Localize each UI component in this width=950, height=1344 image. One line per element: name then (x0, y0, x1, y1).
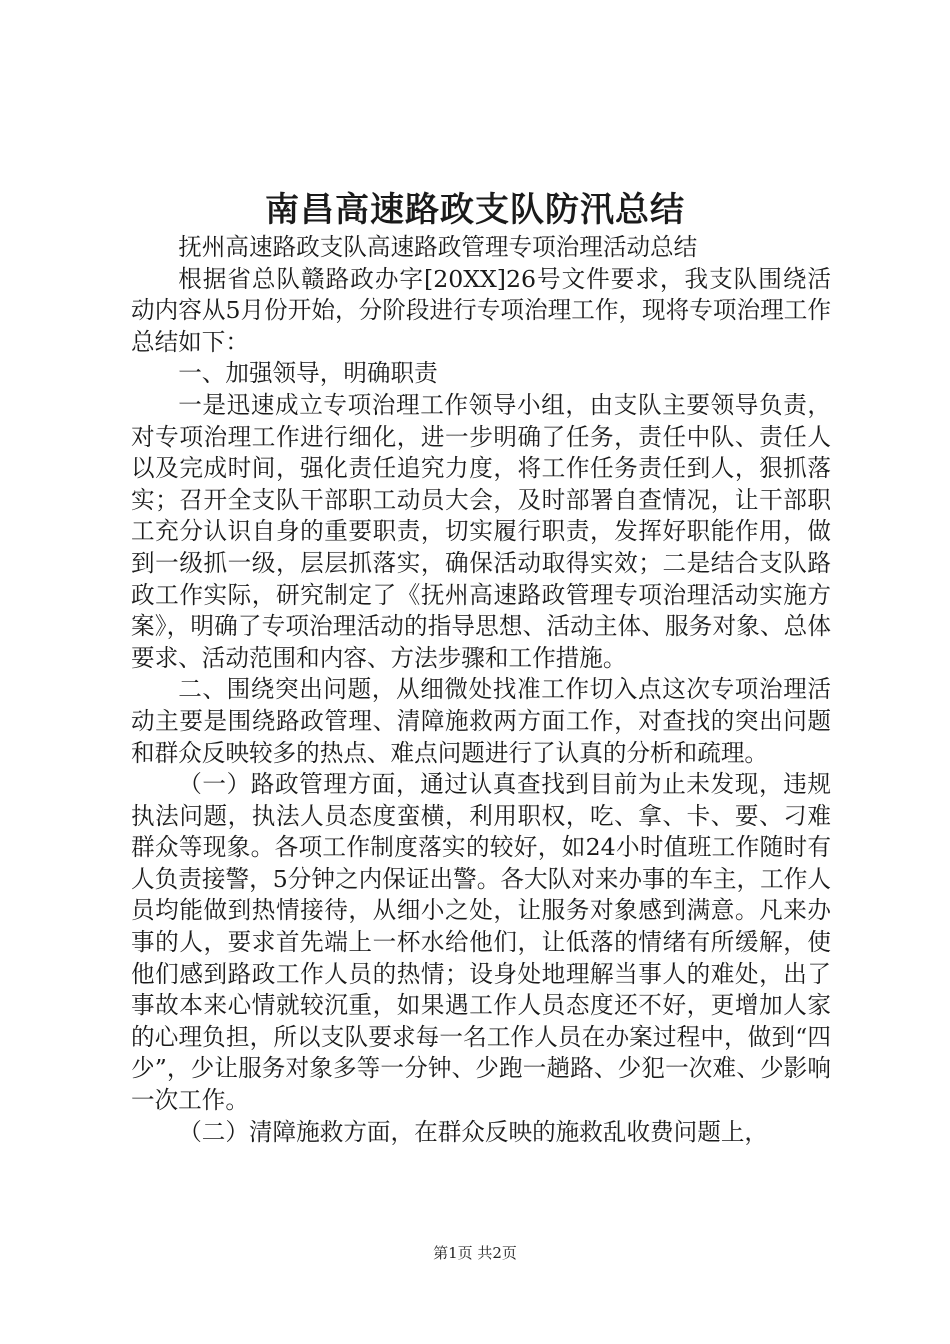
document-title: 南昌高速路政支队防汛总结 (265, 190, 685, 230)
body-paragraph: （一）路政管理方面，通过认真查找到目前为止未发现，违规执法问题，执法人员态度蛮横，利用职权，吃、拿、卡、要、刁难群众等现象。各项工作制度落实的较好，如24小时值班工作随时有人负责接警，5分钟之内保证出警。各大队对来办事的车主，工作人员均能做到热情接待，从细小之处，让服务对象感到满意。凡来办事的人，要求首先端上一杯水给他们，让低落的情绪有所缓解，使他们感到路政工作人员的热情；设身处地理解当事人的难处，出了事故本来心情就较沉重，如果遇工作人员态度还不好，更增加人家的心理负担，所以支队要求每一名工作人员在办案过程中，做到“四少”，少让服务对象多等一分钟、少跑一趟路、少犯一次难、少影响一次工作。 (131, 770, 831, 1115)
section-heading-2: 二、围绕突出问题，从细微处找准工作切入点这次专项治理活动主要是围绕路政管理、清障施救两方面工作，对查找的突出问题和群众反映较多的热点、难点问题进行了认真的分析和疏理。 (131, 675, 831, 767)
body-paragraph: （二）清障施救方面，在群众反映的施救乱收费问题上， (178, 1117, 769, 1146)
intro-paragraph: 根据省总队赣路政办字[20XX]26号文件要求，我支队围绕活动内容从5月份开始，分阶段进行专项治理工作，现将专项治理工作总结如下： (131, 264, 831, 356)
page-footer: 第1页 共2页 (433, 1244, 517, 1262)
body-paragraph: 一是迅速成立专项治理工作领导小组，由支队主要领导负责，对专项治理工作进行细化，进一步明确了任务，责任中队、责任人以及完成时间，强化责任追究力度，将工作任务责任到人，狠抓落实；召开全支队干部职工动员大会，及时部署自查情况，让干部职工充分认识自身的重要职责，切实履行职责，发挥好职能作用，做到一级抓一级，层层抓落实，确保活动取得实效；二是结合支队路政工作实际，研究制定了《抚州高速路政管理专项治理活动实施方案》，明确了专项治理活动的指导思想、活动主体、服务对象、总体要求、活动范围和内容、方法步骤和工作措施。 (131, 390, 831, 672)
subtitle-paragraph: 抚州高速路政支队高速路政管理专项治理活动总结 (178, 233, 698, 261)
document-body (131, 232, 831, 1148)
section-heading-1: 一、加强领导，明确职责 (178, 359, 438, 388)
